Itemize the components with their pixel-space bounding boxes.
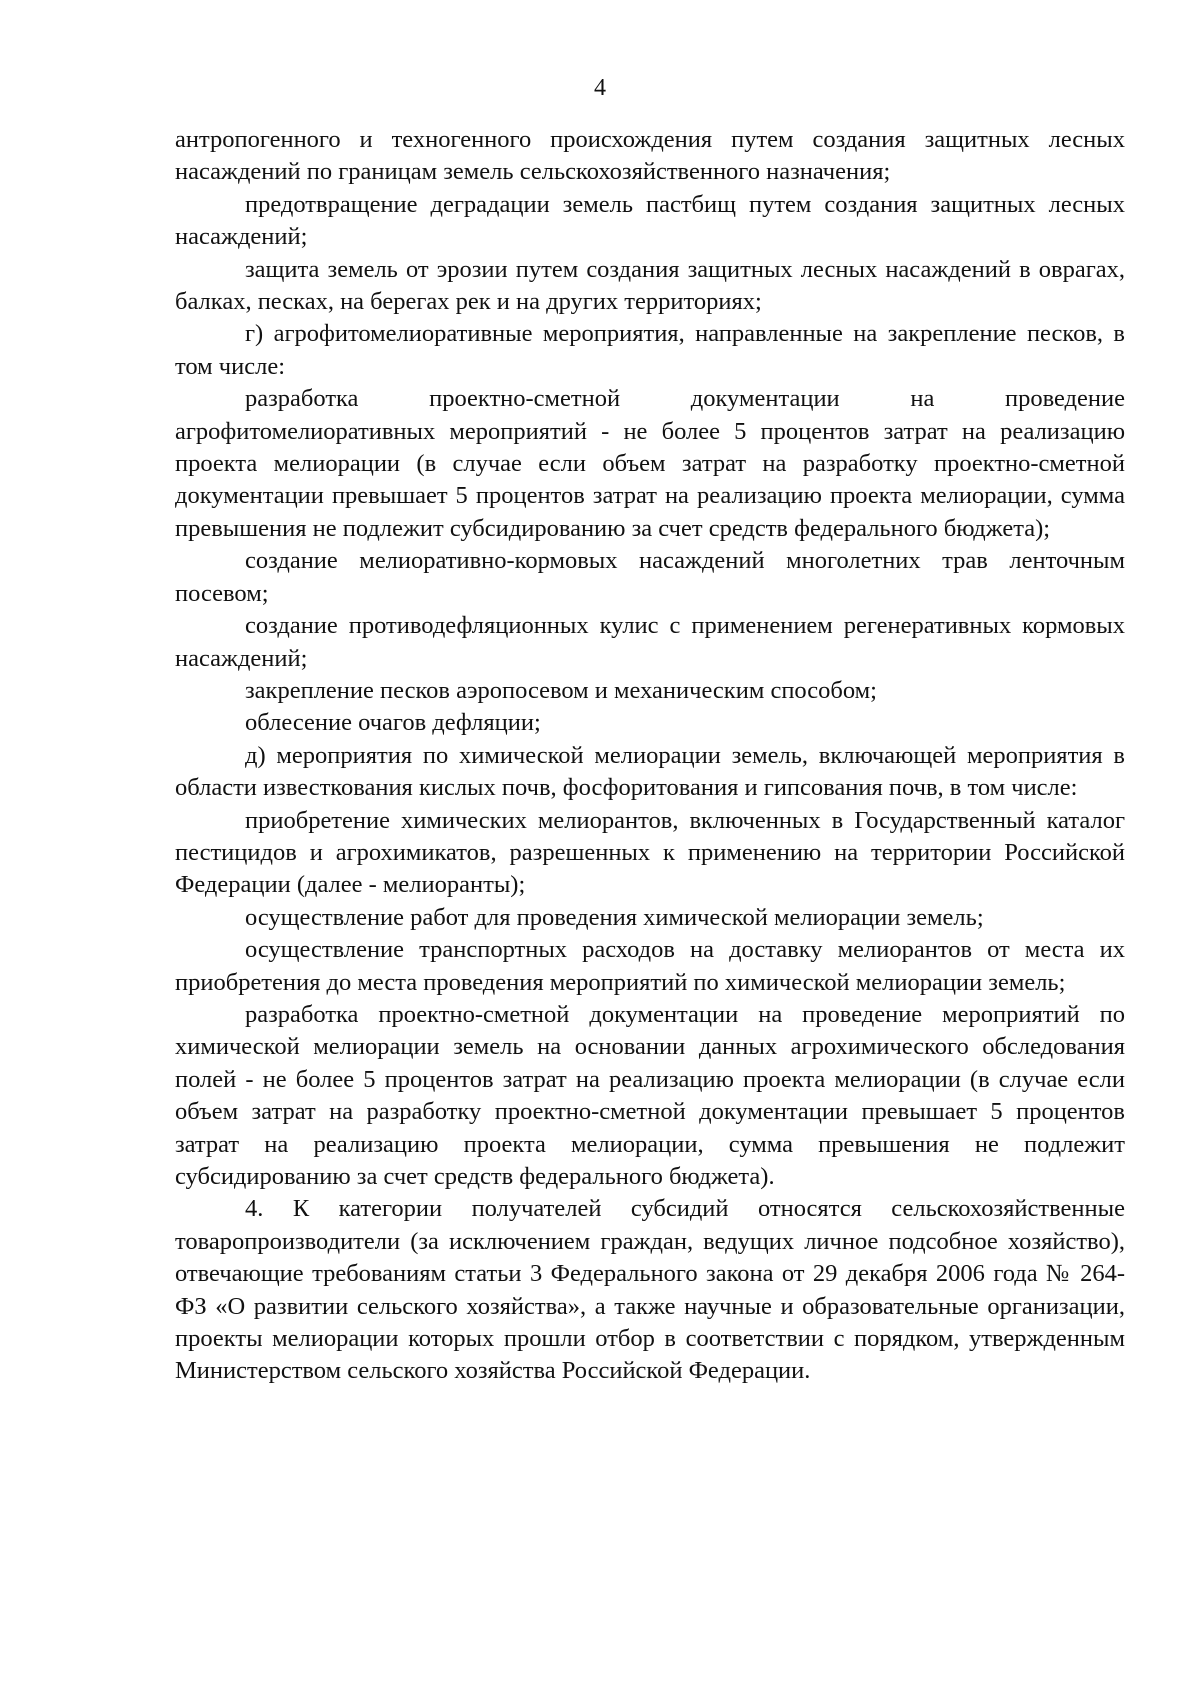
page-number: 4 <box>594 75 606 101</box>
paragraph: разработка проектно-сметной документации на проведение агрофитомелиоративных мероприятий - не более 5 процентов затрат на реализацию проекта мелиорации (в случае если объем затрат на разработку проектно-сметной документации превышает 5 процентов затрат на реализацию проекта мелиорации, сумма превышения не подлежит субсидированию за счет средств федерального бюджета); <box>175 385 1125 542</box>
paragraph: защита земель от эрозии путем создания защитных лесных насаждений в оврагах, балках, песках, на берегах рек и на других территориях; <box>175 255 1125 316</box>
paragraph: облесение очагов дефляции; <box>245 709 541 737</box>
paragraph-continuation: антропогенного и техногенного происхождения путем создания защитных лесных насаждений по границам земель сельскохозяйственного назначения; <box>175 126 1125 186</box>
paragraph: предотвращение деградации земель пастбищ путем создания защитных лесных насаждений; <box>175 190 1125 251</box>
paragraph: осуществление работ для проведения химической мелиорации земель; <box>245 903 984 931</box>
paragraph: осуществление транспортных расходов на доставку мелиорантов от места их приобретения до места проведения мероприятий по химической мелиорации земель; <box>175 936 1125 996</box>
paragraph: создание мелиоративно-кормовых насаждений многолетних трав ленточным посевом; <box>175 547 1125 607</box>
paragraph: создание противодефляционных кулис с применением регенеративных кормовых насаждений; <box>175 612 1125 672</box>
paragraph-item-d: д) мероприятия по химической мелиорации земель, включающей мероприятия в области известкования кислых почв, фосфоритования и гипсования почв, в том числе: <box>175 741 1125 802</box>
paragraph: закрепление песков аэропосевом и механическим способом; <box>245 676 877 704</box>
paragraph: разработка проектно-сметной документации на проведение мероприятий по химической мелиорации земель на основании данных агрохимического обследования полей - не более 5 процентов затрат на реализацию проекта мелиорации (в случае если объем затрат на разработку проектно-сметной документации превышает 5 процентов затрат на реализацию проекта мелиорации, сумма превышения не подлежит субсидированию за счет средств федерального бюджета). <box>175 1000 1125 1190</box>
paragraph-section-4: 4. К категории получателей субсидий относятся сельскохозяйственные товаропроизводители (за исключением граждан, ведущих личное подсобное хозяйство), отвечающие требованиям статьи 3 Федерального закона от 29 декабря 2006 года № 264-ФЗ «О развитии сельского хозяйства», а также научные и образовательные организации, проекты мелиорации которых прошли отбор в соответствии с порядком, утвержденным Министерством сельского хозяйства Российской Федерации. <box>175 1195 1125 1385</box>
paragraph-item-g: г) агрофитомелиоративные мероприятия, направленные на закрепление песков, в том числе: <box>175 320 1125 380</box>
paragraph: приобретение химических мелиорантов, включенных в Государственный каталог пестицидов и агрохимикатов, разрешенных к применению на территории Российской Федерации (далее - мелиоранты); <box>175 806 1125 899</box>
document-body <box>175 124 1125 1388</box>
